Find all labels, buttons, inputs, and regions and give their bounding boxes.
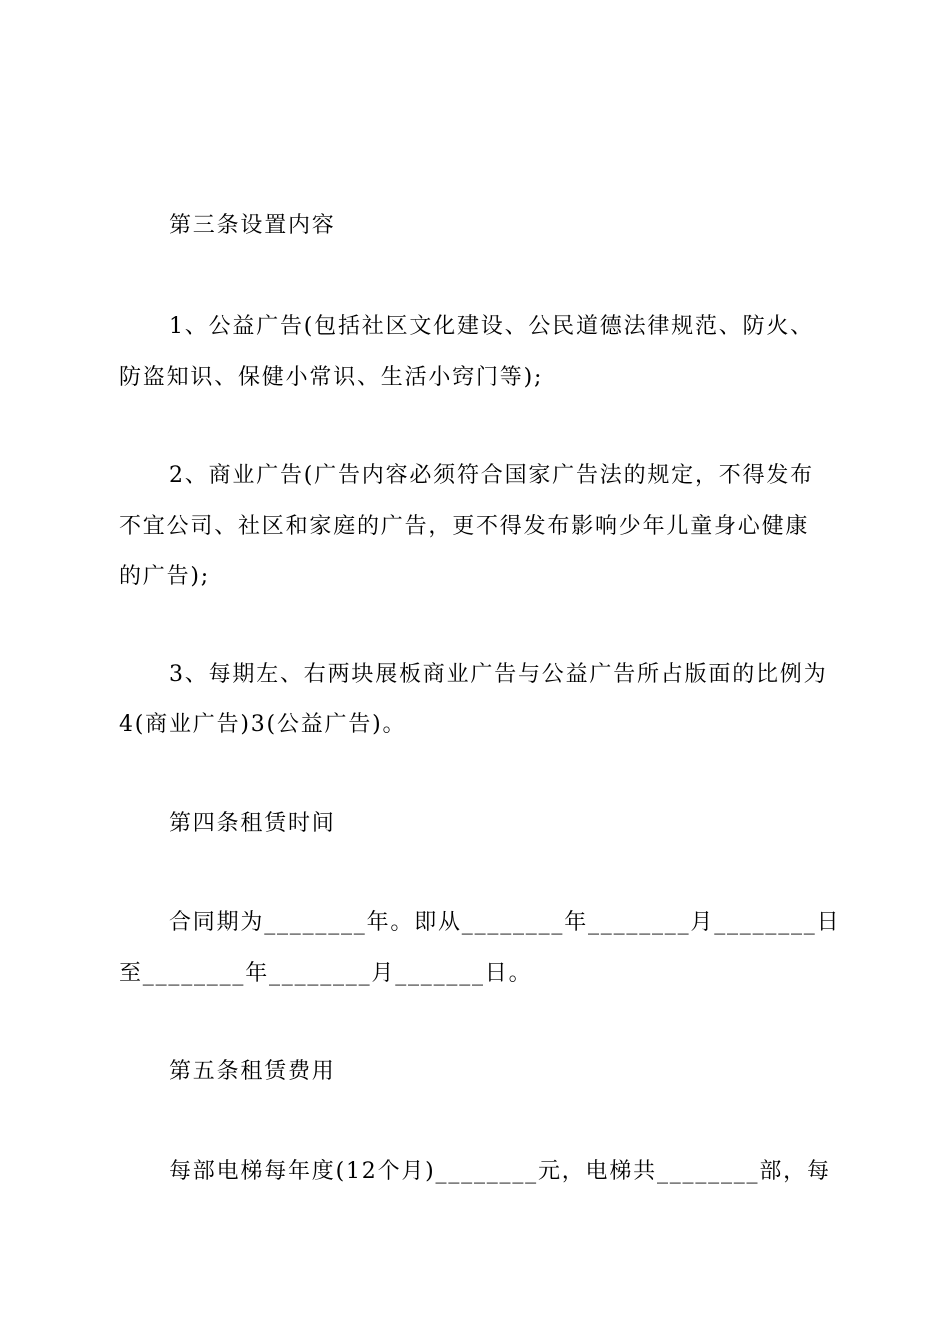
article-3-heading: 第三条设置内容 <box>169 213 336 238</box>
article-5-heading: 第五条租赁费用 <box>169 1059 336 1084</box>
article-3-item-1-line-1: 1、公益广告(包括社区文化建设、公民道德法律规范、防火、 <box>169 314 814 339</box>
article-4-line-1: 合同期为________年。即从________年________月________日 <box>169 910 841 935</box>
article-4-line-2: 至________年________月_______日。 <box>119 961 533 986</box>
article-3-item-3-line-2: 4(商业广告)3(公益广告)。 <box>119 712 407 737</box>
article-3-item-3-line-1: 3、每期左、右两块展板商业广告与公益广告所占版面的比例为 <box>169 662 828 687</box>
article-4-heading: 第四条租赁时间 <box>169 811 336 836</box>
article-3-item-2-line-3: 的广告); <box>119 564 210 589</box>
article-3-item-2-line-2: 不宜公司、社区和家庭的广告，更不得发布影响少年儿童身心健康 <box>119 514 810 539</box>
article-3-item-2-line-1: 2、商业广告(广告内容必须符合国家广告法的规定，不得发布 <box>169 463 814 488</box>
article-5-line-1: 每部电梯每年度(12个月)________元，电梯共________部，每 <box>169 1159 831 1184</box>
article-3-item-1-line-2: 防盗知识、保健小常识、生活小窍门等); <box>119 365 544 390</box>
